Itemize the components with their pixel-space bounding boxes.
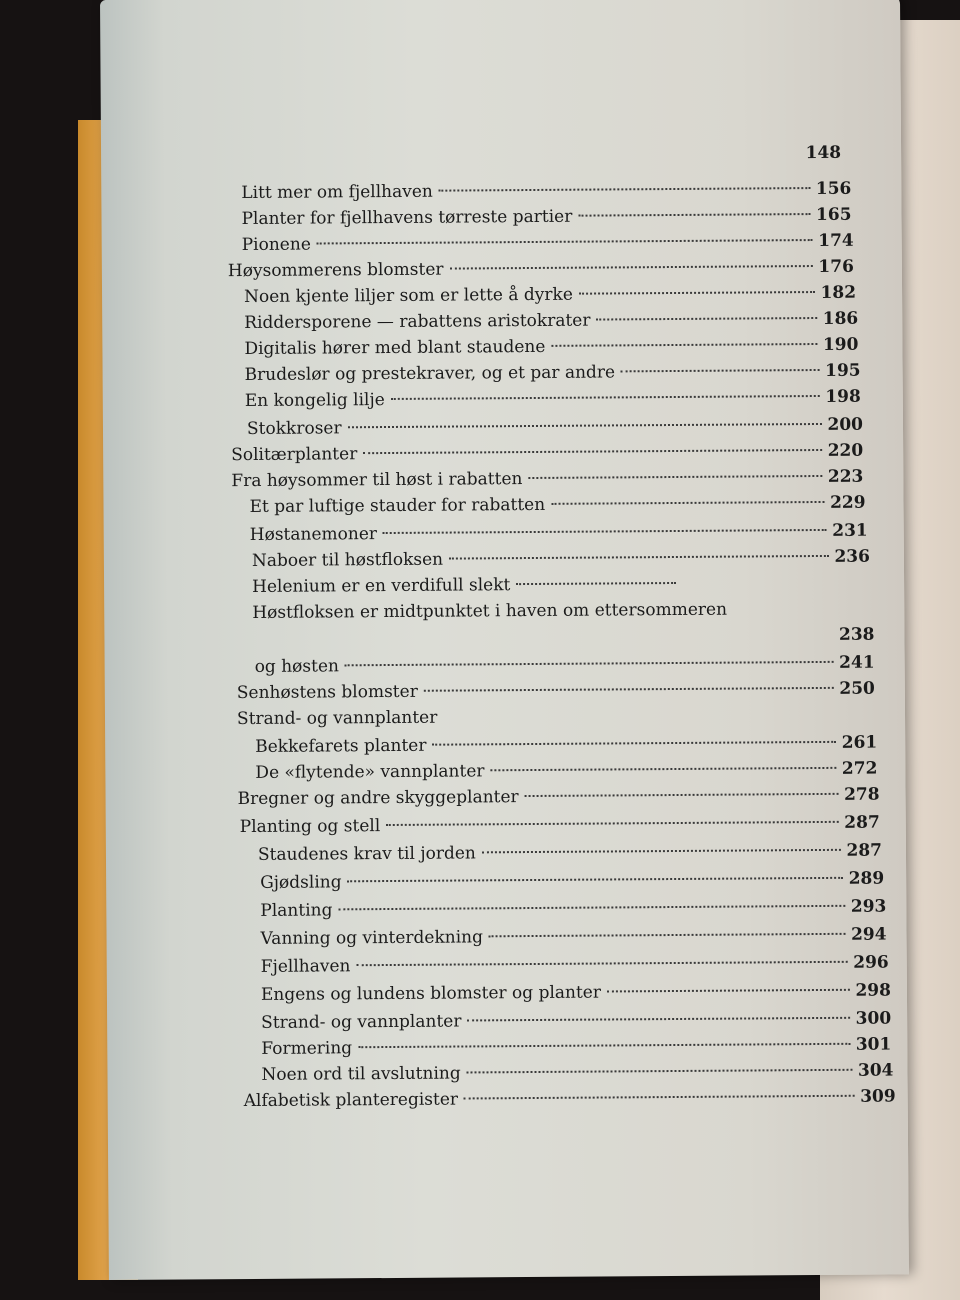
entry-title: Helenium er en verdifull slekt — [252, 575, 511, 597]
toc-entry — [237, 707, 487, 733]
toc-entry — [255, 653, 875, 681]
entry-title: Formering — [261, 1038, 353, 1059]
page-number: 300 — [855, 1008, 892, 1029]
toc-page-number — [764, 625, 874, 650]
page-number: 165 — [815, 204, 852, 226]
page-number: 309 — [860, 1086, 896, 1107]
dot-leader — [621, 369, 819, 372]
page-number: 195 — [825, 360, 861, 381]
toc-entry — [252, 547, 870, 575]
toc-entry — [231, 467, 863, 495]
page-number: 236 — [834, 546, 870, 567]
toc-entry — [261, 1009, 891, 1037]
dot-leader — [348, 423, 822, 428]
dot-leader — [358, 1043, 850, 1048]
entry-title: Solitærplanter — [231, 444, 358, 466]
toc-entry — [240, 813, 880, 841]
dot-leader — [528, 475, 821, 479]
toc-entry — [244, 309, 858, 337]
page-number: 198 — [825, 386, 861, 407]
dot-leader — [596, 317, 816, 321]
dot-leader — [348, 877, 843, 882]
toc-entry — [255, 759, 877, 787]
page-number: 229 — [829, 492, 866, 513]
page-number: 250 — [839, 678, 875, 699]
page-number: 231 — [832, 520, 868, 541]
dot-leader — [449, 265, 812, 270]
toc-page — [100, 0, 909, 1280]
toc-entry — [258, 841, 882, 869]
page-number: 293 — [850, 896, 887, 917]
dot-leader — [383, 529, 826, 534]
dot-leader — [551, 343, 817, 347]
toc-entry — [260, 925, 886, 953]
dot-leader — [607, 989, 849, 993]
dot-leader — [551, 501, 824, 505]
page-number: 174 — [818, 230, 854, 251]
entry-title: Gjødsling — [260, 872, 342, 893]
entry-title: En kongelig lilje — [244, 390, 385, 411]
toc-entry — [247, 415, 863, 443]
toc-entry — [241, 205, 851, 233]
page-number: 301 — [855, 1034, 892, 1055]
page-number: 156 — [815, 178, 852, 200]
page-number: 287 — [844, 812, 880, 833]
entry-title: Strand- og vannplanter — [236, 707, 438, 730]
toc-entry — [238, 785, 880, 813]
dot-leader — [317, 239, 812, 244]
page-number: 296 — [853, 952, 889, 973]
toc-entry — [241, 179, 851, 207]
entry-title: Fjellhaven — [260, 956, 351, 977]
toc-entry — [249, 493, 865, 521]
entry-title: Noen ord til avslutning — [261, 1063, 461, 1085]
entry-title: Noen kjente liljer som er lette å dyrke — [244, 284, 573, 308]
toc-entry — [255, 733, 877, 761]
entry-title: Planter for fjellhavens tørreste partier — [241, 206, 573, 230]
toc-entry — [252, 599, 852, 627]
entry-title: Naboer til høstfloksen — [251, 549, 444, 571]
toc-entry — [244, 1086, 896, 1115]
toc-entry — [237, 679, 875, 707]
toc-entry — [261, 1060, 893, 1088]
dot-leader — [482, 849, 841, 854]
entry-title: Staudenes krav til jorden — [257, 843, 476, 865]
dot-leader — [525, 793, 838, 797]
entry-title: Engens og lundens blomster og planter — [260, 982, 602, 1005]
page-number: 261 — [841, 732, 878, 753]
dot-leader — [467, 1017, 849, 1022]
entry-title: Pionene — [241, 234, 311, 256]
dot-leader — [356, 961, 847, 966]
entry-title: Planting — [260, 900, 333, 921]
toc-entry — [250, 521, 868, 549]
page-number: 223 — [827, 466, 864, 487]
entry-title: Fra høysommer til høst i rabatten — [231, 469, 523, 492]
dot-leader — [439, 187, 810, 192]
dot-leader — [489, 933, 845, 937]
page-number: 278 — [843, 784, 880, 805]
page-number: 287 — [846, 840, 883, 861]
dot-leader — [578, 213, 810, 217]
entry-title: og høsten — [254, 656, 340, 677]
dot-leader — [449, 555, 828, 560]
page-number: 304 — [857, 1060, 894, 1081]
entry-title: Bregner og andre skyggeplanter — [237, 787, 519, 810]
toc-entry — [244, 283, 856, 311]
entry-title: Brudeslør og prestekraver, og et par andre — [244, 362, 616, 385]
dot-leader — [516, 582, 676, 585]
page-number: 238 — [838, 624, 875, 645]
dot-leader — [391, 395, 820, 400]
toc-entry — [245, 361, 861, 389]
entry-title: Strand- og vannplanter — [261, 1011, 462, 1033]
entry-title: Høstfloksen er midtpunktet i haven om ettersommeren — [252, 599, 728, 623]
dot-leader — [424, 687, 834, 692]
page-number: 241 — [839, 652, 875, 673]
page-number: 186 — [822, 308, 859, 329]
entry-title: Planting og stell — [239, 816, 381, 838]
page-number: 182 — [820, 282, 857, 303]
entry-title: Alfabetisk planteregister — [243, 1089, 459, 1112]
page-number: 200 — [827, 414, 864, 435]
entry-title: Riddersporene — rabattens aristokrater — [244, 310, 591, 334]
page-number: 176 — [818, 256, 854, 277]
dot-leader — [345, 661, 833, 666]
page-number: 190 — [822, 334, 859, 355]
dot-leader — [363, 449, 821, 454]
entry-title: Litt mer om fjellhaven — [241, 181, 433, 204]
table-of-contents — [100, 0, 909, 1280]
dot-leader — [579, 291, 815, 295]
toc-entry — [252, 574, 682, 601]
toc-entry — [245, 387, 861, 415]
dot-leader — [432, 741, 835, 746]
entry-title: Bekkefarets planter — [255, 735, 427, 757]
dot-leader — [490, 767, 835, 771]
toc-entry — [242, 231, 854, 259]
toc-entry — [260, 869, 884, 897]
page-number: 272 — [841, 758, 878, 779]
entry-title: De «flytende» vannplanter — [255, 761, 485, 783]
page-number: 148 — [805, 142, 842, 164]
page-number: 220 — [827, 440, 864, 461]
toc-entry — [261, 1035, 891, 1063]
entry-title: Senhøstens blomster — [236, 681, 418, 704]
toc-entry — [228, 257, 854, 285]
entry-title: Høstanemoner — [249, 524, 378, 545]
entry-title: Høysommerens blomster — [227, 259, 444, 282]
entry-title: Stokkroser — [246, 418, 342, 439]
entry-title: Vanning og vinterdekning — [260, 927, 484, 949]
dot-leader — [386, 821, 838, 826]
toc-entry — [260, 897, 886, 925]
toc-entry — [261, 953, 889, 981]
toc-entry — [244, 335, 858, 363]
page-number: 298 — [855, 980, 892, 1001]
page-number: 289 — [848, 868, 885, 889]
toc-page-number-top — [741, 143, 841, 168]
dot-leader — [464, 1095, 854, 1100]
dot-leader — [338, 905, 844, 911]
toc-entry — [261, 981, 891, 1009]
entry-title: Digitalis hører med blant staudene — [244, 336, 546, 359]
toc-entry — [231, 441, 863, 469]
dot-leader — [467, 1069, 852, 1074]
entry-title: Et par luftige stauder for rabatten — [249, 494, 546, 517]
page-number: 294 — [850, 924, 887, 945]
